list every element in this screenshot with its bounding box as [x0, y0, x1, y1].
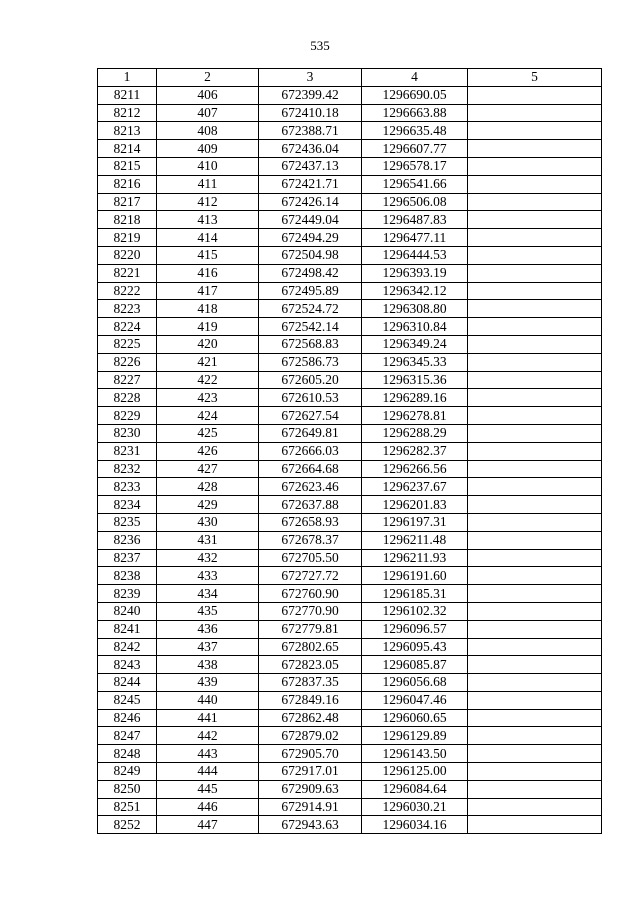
- note-cell: [468, 264, 602, 282]
- x-coordinate-cell: 672498.42: [259, 264, 362, 282]
- y-coordinate-cell: 1296237.67: [362, 478, 468, 496]
- point-number-cell: 420: [157, 335, 259, 353]
- x-coordinate-cell: 672421.71: [259, 175, 362, 193]
- note-cell: [468, 211, 602, 229]
- point-number-cell: 414: [157, 229, 259, 247]
- table-row: [98, 140, 602, 158]
- point-number-cell: 444: [157, 763, 259, 781]
- row-number-cell: 8211: [98, 86, 157, 104]
- y-coordinate-cell: 1296047.46: [362, 691, 468, 709]
- x-coordinate-cell: 672760.90: [259, 585, 362, 603]
- x-coordinate-cell: 672770.90: [259, 602, 362, 620]
- table-row: [98, 122, 602, 140]
- note-cell: [468, 389, 602, 407]
- y-coordinate-cell: 1296096.57: [362, 620, 468, 638]
- row-number-cell: 8220: [98, 246, 157, 264]
- x-coordinate-cell: 672914.91: [259, 798, 362, 816]
- point-number-cell: 432: [157, 549, 259, 567]
- y-coordinate-cell: 1296506.08: [362, 193, 468, 211]
- point-number-cell: 406: [157, 86, 259, 104]
- table-header: [98, 69, 602, 87]
- point-number-cell: 445: [157, 780, 259, 798]
- x-coordinate-cell: 672943.63: [259, 816, 362, 834]
- table-row: [98, 638, 602, 656]
- point-number-cell: 408: [157, 122, 259, 140]
- table-row: [98, 460, 602, 478]
- x-coordinate-cell: 672586.73: [259, 353, 362, 371]
- table-row: [98, 442, 602, 460]
- table-row: [98, 531, 602, 549]
- table-row: [98, 745, 602, 763]
- table-row: [98, 211, 602, 229]
- table-row: [98, 335, 602, 353]
- table-row: [98, 620, 602, 638]
- y-coordinate-cell: 1296342.12: [362, 282, 468, 300]
- point-number-cell: 412: [157, 193, 259, 211]
- note-cell: [468, 371, 602, 389]
- x-coordinate-cell: 672410.18: [259, 104, 362, 122]
- point-number-cell: 426: [157, 442, 259, 460]
- x-coordinate-cell: 672705.50: [259, 549, 362, 567]
- table-row: [98, 424, 602, 442]
- note-cell: [468, 353, 602, 371]
- row-number-cell: 8252: [98, 816, 157, 834]
- y-coordinate-cell: 1296095.43: [362, 638, 468, 656]
- y-coordinate-cell: 1296541.66: [362, 175, 468, 193]
- point-number-cell: 440: [157, 691, 259, 709]
- y-coordinate-cell: 1296288.29: [362, 424, 468, 442]
- y-coordinate-cell: 1296266.56: [362, 460, 468, 478]
- note-cell: [468, 193, 602, 211]
- table-row: [98, 157, 602, 175]
- y-coordinate-cell: 1296211.93: [362, 549, 468, 567]
- note-cell: [468, 638, 602, 656]
- table-row: [98, 353, 602, 371]
- x-coordinate-cell: 672779.81: [259, 620, 362, 638]
- x-coordinate-cell: 672658.93: [259, 513, 362, 531]
- note-cell: [468, 567, 602, 585]
- point-number-cell: 410: [157, 157, 259, 175]
- x-coordinate-cell: 672524.72: [259, 300, 362, 318]
- x-coordinate-cell: 672637.88: [259, 496, 362, 514]
- table-row: [98, 567, 602, 585]
- row-number-cell: 8231: [98, 442, 157, 460]
- y-coordinate-cell: 1296345.33: [362, 353, 468, 371]
- point-number-cell: 447: [157, 816, 259, 834]
- row-number-cell: 8240: [98, 602, 157, 620]
- y-coordinate-cell: 1296663.88: [362, 104, 468, 122]
- y-coordinate-cell: 1296030.21: [362, 798, 468, 816]
- row-number-cell: 8248: [98, 745, 157, 763]
- row-number-cell: 8224: [98, 318, 157, 336]
- x-coordinate-cell: 672399.42: [259, 86, 362, 104]
- x-coordinate-cell: 672610.53: [259, 389, 362, 407]
- point-number-cell: 433: [157, 567, 259, 585]
- row-number-cell: 8214: [98, 140, 157, 158]
- note-cell: [468, 229, 602, 247]
- row-number-cell: 8249: [98, 763, 157, 781]
- x-coordinate-cell: 672837.35: [259, 674, 362, 692]
- row-number-cell: 8225: [98, 335, 157, 353]
- y-coordinate-cell: 1296191.60: [362, 567, 468, 585]
- point-number-cell: 423: [157, 389, 259, 407]
- note-cell: [468, 300, 602, 318]
- point-number-cell: 438: [157, 656, 259, 674]
- y-coordinate-cell: 1296056.68: [362, 674, 468, 692]
- x-coordinate-cell: 672605.20: [259, 371, 362, 389]
- note-cell: [468, 709, 602, 727]
- point-number-cell: 442: [157, 727, 259, 745]
- x-coordinate-cell: 672678.37: [259, 531, 362, 549]
- y-coordinate-cell: 1296635.48: [362, 122, 468, 140]
- note-cell: [468, 175, 602, 193]
- point-number-cell: 411: [157, 175, 259, 193]
- row-number-cell: 8241: [98, 620, 157, 638]
- table-row: [98, 300, 602, 318]
- x-coordinate-cell: 672504.98: [259, 246, 362, 264]
- row-number-cell: 8243: [98, 656, 157, 674]
- header-row: [98, 69, 602, 87]
- table-row: [98, 193, 602, 211]
- note-cell: [468, 478, 602, 496]
- x-coordinate-cell: 672449.04: [259, 211, 362, 229]
- row-number-cell: 8222: [98, 282, 157, 300]
- point-number-cell: 421: [157, 353, 259, 371]
- point-number-cell: 431: [157, 531, 259, 549]
- point-number-cell: 439: [157, 674, 259, 692]
- point-number-cell: 419: [157, 318, 259, 336]
- table-row: [98, 104, 602, 122]
- table-row: [98, 585, 602, 603]
- x-coordinate-cell: 672426.14: [259, 193, 362, 211]
- point-number-cell: 434: [157, 585, 259, 603]
- note-cell: [468, 140, 602, 158]
- row-number-cell: 8250: [98, 780, 157, 798]
- table-row: [98, 816, 602, 834]
- point-number-cell: 413: [157, 211, 259, 229]
- row-number-cell: 8215: [98, 157, 157, 175]
- point-number-cell: 437: [157, 638, 259, 656]
- table-row: [98, 674, 602, 692]
- note-cell: [468, 798, 602, 816]
- y-coordinate-cell: 1296690.05: [362, 86, 468, 104]
- note-cell: [468, 656, 602, 674]
- table-row: [98, 318, 602, 336]
- table-row: [98, 282, 602, 300]
- row-number-cell: 8242: [98, 638, 157, 656]
- note-cell: [468, 335, 602, 353]
- y-coordinate-cell: 1296211.48: [362, 531, 468, 549]
- row-number-cell: 8227: [98, 371, 157, 389]
- table-row: [98, 496, 602, 514]
- point-number-cell: 430: [157, 513, 259, 531]
- point-number-cell: 407: [157, 104, 259, 122]
- x-coordinate-cell: 672862.48: [259, 709, 362, 727]
- row-number-cell: 8234: [98, 496, 157, 514]
- x-coordinate-cell: 672909.63: [259, 780, 362, 798]
- x-coordinate-cell: 672494.29: [259, 229, 362, 247]
- point-number-cell: 435: [157, 602, 259, 620]
- column-header-1: 1: [98, 69, 157, 87]
- column-header-2: 2: [157, 69, 259, 87]
- row-number-cell: 8219: [98, 229, 157, 247]
- table-row: [98, 513, 602, 531]
- x-coordinate-cell: 672623.46: [259, 478, 362, 496]
- table-row: [98, 86, 602, 104]
- x-coordinate-cell: 672879.02: [259, 727, 362, 745]
- x-coordinate-cell: 672823.05: [259, 656, 362, 674]
- table-row: [98, 549, 602, 567]
- row-number-cell: 8238: [98, 567, 157, 585]
- row-number-cell: 8232: [98, 460, 157, 478]
- row-number-cell: 8230: [98, 424, 157, 442]
- note-cell: [468, 282, 602, 300]
- y-coordinate-cell: 1296143.50: [362, 745, 468, 763]
- row-number-cell: 8245: [98, 691, 157, 709]
- table-row: [98, 691, 602, 709]
- note-cell: [468, 531, 602, 549]
- table-row: [98, 407, 602, 425]
- note-cell: [468, 549, 602, 567]
- row-number-cell: 8218: [98, 211, 157, 229]
- point-number-cell: 425: [157, 424, 259, 442]
- note-cell: [468, 318, 602, 336]
- x-coordinate-cell: 672849.16: [259, 691, 362, 709]
- table-row: [98, 709, 602, 727]
- row-number-cell: 8244: [98, 674, 157, 692]
- row-number-cell: 8239: [98, 585, 157, 603]
- row-number-cell: 8221: [98, 264, 157, 282]
- note-cell: [468, 816, 602, 834]
- point-number-cell: 441: [157, 709, 259, 727]
- row-number-cell: 8251: [98, 798, 157, 816]
- row-number-cell: 8237: [98, 549, 157, 567]
- point-number-cell: 415: [157, 246, 259, 264]
- note-cell: [468, 620, 602, 638]
- y-coordinate-cell: 1296308.80: [362, 300, 468, 318]
- point-number-cell: 422: [157, 371, 259, 389]
- row-number-cell: 8212: [98, 104, 157, 122]
- point-number-cell: 429: [157, 496, 259, 514]
- column-header-3: 3: [259, 69, 362, 87]
- note-cell: [468, 157, 602, 175]
- point-number-cell: 424: [157, 407, 259, 425]
- row-number-cell: 8235: [98, 513, 157, 531]
- y-coordinate-cell: 1296084.64: [362, 780, 468, 798]
- y-coordinate-cell: 1296085.87: [362, 656, 468, 674]
- y-coordinate-cell: 1296289.16: [362, 389, 468, 407]
- table-body: [98, 86, 602, 833]
- x-coordinate-cell: 672495.89: [259, 282, 362, 300]
- y-coordinate-cell: 1296444.53: [362, 246, 468, 264]
- row-number-cell: 8226: [98, 353, 157, 371]
- point-number-cell: 436: [157, 620, 259, 638]
- x-coordinate-cell: 672905.70: [259, 745, 362, 763]
- row-number-cell: 8247: [98, 727, 157, 745]
- row-number-cell: 8233: [98, 478, 157, 496]
- point-number-cell: 418: [157, 300, 259, 318]
- x-coordinate-cell: 672917.01: [259, 763, 362, 781]
- note-cell: [468, 122, 602, 140]
- y-coordinate-cell: 1296607.77: [362, 140, 468, 158]
- table-row: [98, 798, 602, 816]
- y-coordinate-cell: 1296578.17: [362, 157, 468, 175]
- note-cell: [468, 780, 602, 798]
- row-number-cell: 8246: [98, 709, 157, 727]
- note-cell: [468, 745, 602, 763]
- y-coordinate-cell: 1296197.31: [362, 513, 468, 531]
- y-coordinate-cell: 1296393.19: [362, 264, 468, 282]
- x-coordinate-cell: 672727.72: [259, 567, 362, 585]
- note-cell: [468, 496, 602, 514]
- table-row: [98, 246, 602, 264]
- table-row: [98, 602, 602, 620]
- note-cell: [468, 585, 602, 603]
- y-coordinate-cell: 1296034.16: [362, 816, 468, 834]
- table-row: [98, 389, 602, 407]
- row-number-cell: 8228: [98, 389, 157, 407]
- table-row: [98, 229, 602, 247]
- x-coordinate-cell: 672664.68: [259, 460, 362, 478]
- row-number-cell: 8236: [98, 531, 157, 549]
- note-cell: [468, 727, 602, 745]
- y-coordinate-cell: 1296477.11: [362, 229, 468, 247]
- table-row: [98, 478, 602, 496]
- x-coordinate-cell: 672649.81: [259, 424, 362, 442]
- table-row: [98, 371, 602, 389]
- x-coordinate-cell: 672627.54: [259, 407, 362, 425]
- y-coordinate-cell: 1296201.83: [362, 496, 468, 514]
- y-coordinate-cell: 1296282.37: [362, 442, 468, 460]
- coordinates-table: [97, 68, 602, 834]
- column-header-4: 4: [362, 69, 468, 87]
- y-coordinate-cell: 1296487.83: [362, 211, 468, 229]
- x-coordinate-cell: 672802.65: [259, 638, 362, 656]
- x-coordinate-cell: 672437.13: [259, 157, 362, 175]
- note-cell: [468, 460, 602, 478]
- x-coordinate-cell: 672568.83: [259, 335, 362, 353]
- y-coordinate-cell: 1296102.32: [362, 602, 468, 620]
- note-cell: [468, 602, 602, 620]
- point-number-cell: 427: [157, 460, 259, 478]
- note-cell: [468, 691, 602, 709]
- table-row: [98, 656, 602, 674]
- column-header-5: 5: [468, 69, 602, 87]
- y-coordinate-cell: 1296278.81: [362, 407, 468, 425]
- row-number-cell: 8229: [98, 407, 157, 425]
- y-coordinate-cell: 1296060.65: [362, 709, 468, 727]
- y-coordinate-cell: 1296185.31: [362, 585, 468, 603]
- x-coordinate-cell: 672436.04: [259, 140, 362, 158]
- point-number-cell: 446: [157, 798, 259, 816]
- x-coordinate-cell: 672666.03: [259, 442, 362, 460]
- row-number-cell: 8223: [98, 300, 157, 318]
- note-cell: [468, 442, 602, 460]
- point-number-cell: 417: [157, 282, 259, 300]
- y-coordinate-cell: 1296125.00: [362, 763, 468, 781]
- row-number-cell: 8213: [98, 122, 157, 140]
- note-cell: [468, 424, 602, 442]
- y-coordinate-cell: 1296310.84: [362, 318, 468, 336]
- table-row: [98, 763, 602, 781]
- row-number-cell: 8217: [98, 193, 157, 211]
- y-coordinate-cell: 1296129.89: [362, 727, 468, 745]
- note-cell: [468, 407, 602, 425]
- note-cell: [468, 246, 602, 264]
- table-row: [98, 727, 602, 745]
- x-coordinate-cell: 672542.14: [259, 318, 362, 336]
- note-cell: [468, 513, 602, 531]
- x-coordinate-cell: 672388.71: [259, 122, 362, 140]
- note-cell: [468, 86, 602, 104]
- point-number-cell: 416: [157, 264, 259, 282]
- table-row: [98, 780, 602, 798]
- point-number-cell: 443: [157, 745, 259, 763]
- y-coordinate-cell: 1296315.36: [362, 371, 468, 389]
- point-number-cell: 428: [157, 478, 259, 496]
- row-number-cell: 8216: [98, 175, 157, 193]
- point-number-cell: 409: [157, 140, 259, 158]
- table-row: [98, 175, 602, 193]
- y-coordinate-cell: 1296349.24: [362, 335, 468, 353]
- table-row: [98, 264, 602, 282]
- page-number: 535: [310, 38, 330, 53]
- note-cell: [468, 104, 602, 122]
- note-cell: [468, 763, 602, 781]
- note-cell: [468, 674, 602, 692]
